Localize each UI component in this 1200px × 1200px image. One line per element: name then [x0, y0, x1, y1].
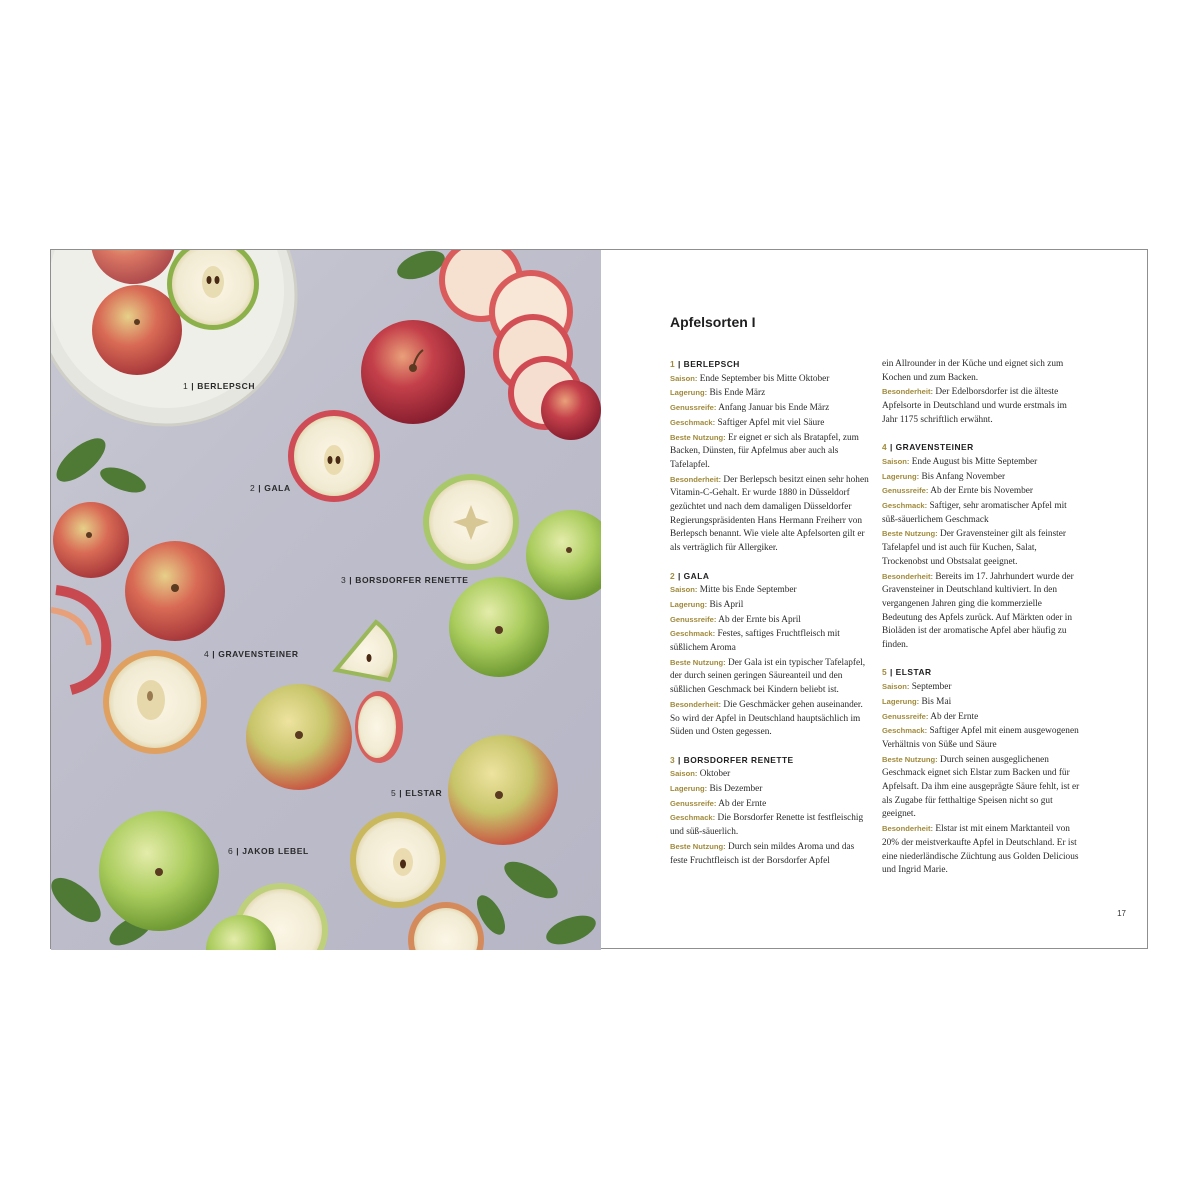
field-lagerung: Lagerung: Bis Ende März: [670, 388, 766, 399]
field-geschmack: Geschmack: Festes, saftiges Fruchtfleisch mit süßlichem Aroma: [670, 629, 840, 654]
apple-half-star: [423, 474, 519, 570]
section-borsdorfer-continued: [882, 358, 1082, 428]
text-column-right: [882, 358, 1082, 892]
field-genussreife: Genussreife: Ab der Ernte bis April: [670, 614, 801, 625]
apple-berlepsch-bowl: [92, 285, 182, 375]
field-genussreife: Genussreife: Ab der Ernte: [882, 711, 979, 722]
field-lagerung: Lagerung: Bis April: [670, 599, 744, 610]
section-heading: 5 | ELSTAR: [882, 667, 932, 678]
field-lagerung: Lagerung: Bis Anfang November: [882, 471, 1006, 482]
apple-slices: [439, 250, 601, 440]
field-besonderheit: Besonderheit: Elstar ist mit einem Marktanteil von 20% der meistverkaufte Apfel in Deutschland. Er ist eine niederländische Züchtung aus Golden Delicious und Ingrid Marie.: [882, 824, 1079, 876]
field-saison: Saison: Ende August bis Mitte September: [882, 456, 1038, 467]
section-heading: 3 | BORSDORFER RENETTE: [670, 754, 794, 765]
apple-photo: [51, 250, 601, 950]
apple-peel: [51, 590, 106, 690]
section-heading: 2 | GALA: [670, 570, 710, 581]
field-beste-nutzung: Beste Nutzung: Durch sein mildes Aroma und das feste Fruchtfleisch ist der Borsdorfer Apfel: [670, 841, 855, 866]
section-heading: 1 | BERLEPSCH: [670, 359, 740, 369]
field-beste-nutzung: Beste Nutzung: Der Gravensteiner gilt als feinster Tafelapfel und ist auch für Kuchen, Salat, Trockenobst und Obstsalat geeignet.: [882, 529, 1066, 567]
photo-label-6: 6 | JAKOB LEBEL: [228, 846, 309, 856]
field-geschmack: Geschmack: Saftiger Apfel mit viel Säure: [670, 417, 825, 428]
section-heading: 4 | GRAVENSTEINER: [882, 442, 974, 453]
apple-wedge: [336, 622, 395, 680]
apple-elstar-right: [448, 735, 558, 845]
book-spread: [50, 249, 1148, 949]
photo-label-3: 3 | BORSDORFER RENETTE: [341, 575, 469, 585]
apple-half-bottom: [350, 812, 446, 908]
section-elstar: [882, 666, 1082, 878]
apple-left-red: [53, 502, 129, 578]
photo-label-2: 2 | GALA: [250, 483, 291, 493]
field-besonderheit: Besonderheit: Der Edelborsdorfer ist die älteste Apfelsorte in Deutschland und wurde erstmals im Jahr 1175 schriftlich erwähnt.: [882, 387, 1067, 425]
continuation-text: ein Allrounder in der Küche und eignet sich zum Kochen und zum Backen.: [882, 359, 1064, 383]
text-column-left: [670, 358, 870, 882]
apple-half-bottom-2: [206, 883, 328, 950]
field-besonderheit: Besonderheit: Der Berlepsch besitzt einen sehr hohen Vitamin-C-Gehalt. Er wurde 1880 in Düsseldorf gezüchtet und nach dem damaligen Düsseldorfer Regierungspräsidenten Hans Hermann Freiherr von Berlepsch benannt. Wie viele alte Apfelsorten gilt er als verträglich für Allergiker.: [670, 474, 869, 554]
field-saison: Saison: Mitte bis Ende September: [670, 585, 797, 596]
photo-label-1: 1 | BERLEPSCH: [183, 381, 256, 391]
field-lagerung: Lagerung: Bis Dezember: [670, 784, 763, 795]
section-gala: [670, 570, 870, 740]
page-number: 17: [1117, 909, 1126, 918]
apple-borsdorfer: [449, 577, 549, 677]
field-genussreife: Genussreife: Ab der Ernte bis November: [882, 486, 1034, 497]
page-title: Apfelsorten I: [670, 314, 756, 330]
field-saison: Saison: Oktober: [670, 769, 731, 780]
apple-gala-whole: [125, 541, 225, 641]
section-gravensteiner: [882, 441, 1082, 653]
field-geschmack: Geschmack: Die Borsdorfer Renette ist festfleischig und süß-säuerlich.: [670, 813, 864, 838]
apple-half-gala: [288, 410, 380, 502]
photo-label-4: 4 | GRAVENSTEINER: [204, 649, 299, 659]
field-besonderheit: Besonderheit: Die Geschmäcker gehen auseinander. So wird der Apfel in Deutschland hauptsächlich im Süden und Osten gegessen.: [670, 699, 863, 738]
field-saison: Saison: September: [882, 682, 952, 693]
text-page: [601, 250, 1148, 948]
field-genussreife: Genussreife: Anfang Januar bis Ende März: [670, 403, 830, 414]
field-genussreife: Genussreife: Ab der Ernte: [670, 798, 767, 809]
apple-half-bottom-3: [408, 902, 484, 950]
apple-elstar-whole: [246, 684, 352, 790]
section-borsdorfer-renette: [670, 754, 870, 869]
field-saison: Saison: Ende September bis Mitte Oktober: [670, 373, 830, 384]
photo-label-5: 5 | ELSTAR: [391, 788, 443, 798]
field-beste-nutzung: Beste Nutzung: Er eignet er sich als Bratapfel, zum Backen, Dünsten, für Apfelmus aber auch als Tafelapfel.: [670, 432, 859, 470]
field-beste-nutzung: Beste Nutzung: Der Gala ist ein typischer Tafelapfel, der durch seinen geringen Säureanteil und den süßlichen Geschmack bei Kindern beliebt ist.: [670, 657, 866, 696]
field-besonderheit: Besonderheit: Bereits im 17. Jahrhundert wurde der Gravensteiner in Deutschland kultiviert. In den vergangenen Jahren ging die kommerzielle Bedeutung des Apfels zurück. Auf Märkten oder in Bioläden ist der aromatische Apfel aber häufig zu finden.: [882, 571, 1074, 651]
field-lagerung: Lagerung: Bis Mai: [882, 696, 952, 707]
apple-illustration: [51, 250, 601, 950]
field-geschmack: Geschmack: Saftiger, sehr aromatischer Apfel mit süß-säuerlichem Geschmack: [882, 501, 1067, 525]
apple-red-top: [361, 320, 465, 424]
apple-half-gravensteiner: [103, 650, 207, 754]
apple-green-right: [526, 510, 601, 600]
apple-jakob-lebel: [99, 811, 219, 931]
field-geschmack: Geschmack: Saftiger Apfel mit einem ausgewogenen Verhältnis von Süße und Säure: [882, 726, 1079, 750]
apple-slice-small: [355, 691, 403, 763]
field-beste-nutzung: Beste Nutzung: Durch seinen ausgeglichenen Geschmack eignet sich Elstar zum Backen und für Apfelsaft. Da ihm eine ausgeprägte Säure fehlt, ist er als Zugabe für fetthaltige Speisen nicht so gut geeignet.: [882, 754, 1080, 820]
section-berlepsch: [670, 358, 870, 556]
